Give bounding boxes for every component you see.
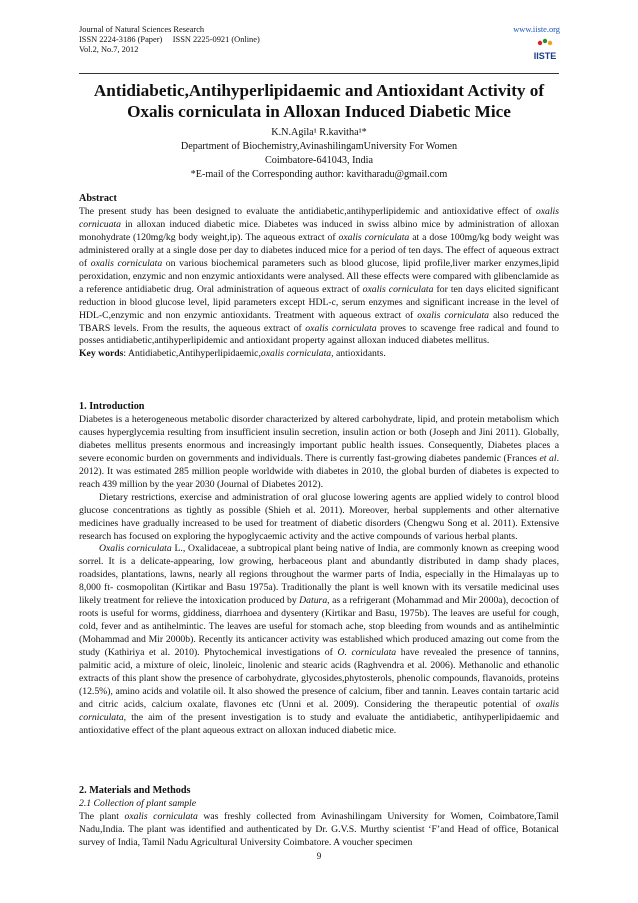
logo-text: IISTE — [533, 51, 557, 61]
iiste-logo — [532, 37, 558, 65]
header-rule — [79, 73, 559, 74]
methods-paragraph-1: The plant oxalis corniculata was freshly collected from Avinashilingam University for Women, Coimbatore,Tamil Nadu,India. The plant was identified and authenticated by Dr. G.V.S. Murthy scientist ‘F’and Head of office, Botanical survey of India, Tamil Nadu Agricultural University Coimbatore. A voucher specimen — [79, 810, 559, 848]
author-email: *E-mail of the Corresponding author: kavitharadu@gmail.com — [190, 169, 448, 180]
intro-paragraph-3: Oxalis corniculata L., Oxalidaceae, a subtropical plant being native of India, are commonly known as creeping wood sorrel. It is a delicate-appearing, low growing, herbaceous plant and abundantly distributed in damp shady places, roadsides, plantations, lawns, nearly all regions throughout the warmer parts of India, especially in the Himalayas up to 8,000 ft- cosmopolitan (Kirtikar and Basu 1975a). Traditionally the plant is well known with its versatile medicinal uses likely treatment for relieve the intoxication produced by Datura, as a refrigerant (Mohammad and Mir 2000a), decoction of roots is useful for worms, giddiness, diarrhoea and dysentery (Kirtikar and Basu, 1975b). The leaves are useful for cough, cold, fever and as antihelmintic. The leaves are useful for stomach ache, stop bleeding from wounds and as antihelmintic (Mohammad and Mir 2000b). Recently its anticancer activity was established which produced amazing out come from the study (Kathiriya et al. 2010). Phytochemical investigations of O. corniculata have revealed the presence of tannins, palmitic acid, a mixture of oleic, linoleic, linolenic and stearic acids (Raghvendra et al. 2006). Methanolic and ethanolic extracts of this plant show the presence of carbohydrate, glycosides,phytosterols, phenolic compounds, flavanoids, proteins (12.5%), amino acids and volatile oil. It also showed the presence of calcium, fiber and tannin. Leaves contain tartaric acid and citric acids, calcium oxalate, flavones etc (Unni et al. 2009). Considering the therapeutic potential of oxalis corniculata, the aim of the present investigation is to study and evaluate the antidiabetic, antihyperlipidaemic and antioxidative effect of the plant aqueous extract on alloxan induced diabetic mice. — [79, 543, 559, 736]
page-number: 9 — [316, 851, 322, 861]
keywords: Key words: Antidiabetic,Antihyperlipidaemic,oxalis corniculata, antioxidants. — [79, 348, 386, 360]
affiliation-dept: Department of Biochemistry,AvinashilingamUniversity For Women — [180, 141, 458, 152]
methods-section — [79, 785, 559, 850]
intro-paragraph-2: Dietary restrictions, exercise and administration of oral glucose lowering agents are applied widely to control blood glucose concentrations as tightly as possible (Shieh et al. 2011). Moreover, herbal supplements and other alternative medicines have gradually increased to be used for treatment of diabetic disorders (Chengwu Song et al. 2011). Extensive research has focused on exploring the hypoglycaemic activity and the active compounds of various herbal plants. — [79, 491, 559, 542]
methods-heading: 2. Materials and Methods — [79, 785, 191, 796]
intro-paragraph-1: Diabetes is a heterogeneous metabolic disorder characterized by altered carbohydrate, lipid, and protein metabolism which causes hyperglycemia resulting from insufficient insulin secretion, insulin action or both (Joseph and Jini 2011). Globally, diabetes mellitus presents enormous and increasingly important public health issues. Consequently, Diabetes places a severe economic burden on governments and individuals. There is currently fast-growing diabetes pandemic (Frances et al. 2012). It was estimated 285 million people worldwide with diabetes in 2010, the global burden of diabetes is expected to reach 439 million by the year 2030 (Journal of Diabetes 2012). — [79, 413, 559, 490]
introduction-section — [79, 401, 559, 738]
abstract-text: The present study has been designed to evaluate the antidiabetic,antihyperlipidemic and antioxidative effect of oxalis cornicuata in alloxan induced diabetic mice. Diabetes was induced in swiss albino mice by administration of alloxan monohydrate (120mg/kg body weight,ip). The aqueous extract of oxalis corniculata at a dose 100mg/kg body weight was administered orally at a single dose per day to diabetes induced mice for a period of ten days. The effect of aqueous extract of oxalis corniculata on various biochemical parameters such as blood glucose, lipid profile,liver marker enzymes,lipid peroxidation, enzymic and non enzymic antioxidants were analysed. All these effects were compared with glibenclamide as a reference antidiabetic drug. Oral administration of aqueous extract of oxalis corniculata for ten days elicited significant reduction in blood glucose level, lipid parameters except HDL-c, serum enzymes and significant increase in the level of HDL-C,enzymic and non enzymic antioxidants. Treatment with aqueous extract of oxalis corniculata also reduced the TBARS levels. From the results, the aqueous extract of oxalis corniculata proves to scavenge free radical and found to posses antidiabetic,antihyperlipidemic and antioxidant property against alloxan induced diabetes mellitus. — [79, 205, 560, 347]
methods-subheading: 2.1 Collection of plant sample — [79, 797, 197, 809]
introduction-heading: 1. Introduction — [79, 401, 145, 412]
abstract-section — [79, 193, 559, 361]
journal-url-link[interactable]: www.iiste.org — [513, 25, 560, 34]
journal-name: Journal of Natural Sciences Research — [79, 25, 205, 34]
abstract-heading: Abstract — [79, 193, 117, 204]
journal-issn: ISSN 2224-3186 (Paper) ISSN 2225-0921 (Online) — [79, 35, 260, 44]
author-line: K.N.Agila¹ R.kavitha¹* — [271, 127, 367, 138]
paper-title: Antidiabetic,Antihyperlipidaemic and Antioxidant Activity of Oxalis corniculata in Alloxan Induced Diabetic Mice — [93, 81, 545, 121]
journal-header — [79, 25, 260, 55]
affiliation-city: Coimbatore-641043, India — [264, 155, 374, 166]
journal-volume: Vol.2, No.7, 2012 — [79, 45, 139, 54]
